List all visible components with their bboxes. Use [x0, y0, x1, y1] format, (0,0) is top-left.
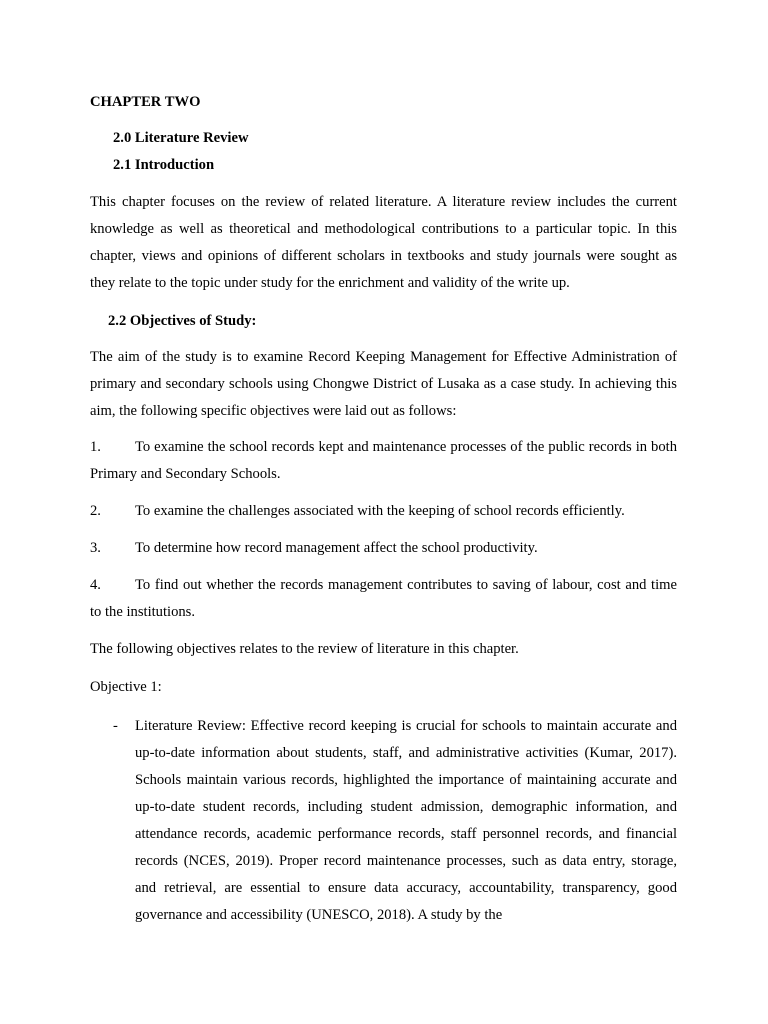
objective-item	[90, 498, 677, 525]
objective-text: To determine how record management affect the school productivity.	[135, 540, 538, 556]
objective-1-label: Objective 1:	[90, 679, 162, 695]
chapter-title: CHAPTER TWO	[90, 94, 201, 110]
bullet-marker: -	[113, 718, 118, 734]
objective-text: To examine the challenges associated with the keeping of school records efficiently.	[135, 503, 625, 519]
objective-item	[90, 434, 677, 488]
objective-item	[90, 572, 677, 626]
objective-number: 3.	[90, 540, 101, 556]
section-heading-introduction: 2.1 Introduction	[113, 157, 215, 173]
intro-paragraph: This chapter focuses on the review of related literature. A literature review includes the current knowledge as well as theoretical and methodological contributions to a particular topic. In this chapter, views and opinions of different scholars in textbooks and study journals were sought as they relate to the topic under study for the enrichment and validity of the write up.	[90, 194, 677, 291]
section-heading-literature-review: 2.0 Literature Review	[113, 130, 249, 146]
aim-paragraph: The aim of the study is to examine Record Keeping Management for Effective Administration of primary and secondary schools using Chongwe District of Lusaka as a case study. In achieving this aim, the following specific objectives were laid out as follows:	[90, 349, 677, 419]
objective-number: 1.	[90, 439, 101, 455]
section-heading-objectives: 2.2 Objectives of Study:	[108, 313, 257, 329]
relates-line: The following objectives relates to the review of literature in this chapter.	[90, 641, 519, 657]
objective-text: To find out whether the records management contributes to saving of labour, cost and time to the institutions.	[90, 577, 677, 620]
literature-review-bullet: Literature Review: Effective record keeping is crucial for schools to maintain accurate and up-to-date information about students, staff, and administrative activities (Kumar, 2017). Schools maintain various records, highlighted the importance of maintaining accurate and up-to-date student records, including student admission, demographic information, and attendance records, academic performance records, staff personnel records, and financial records (NCES, 2019). Proper record maintenance processes, such as data entry, storage, and retrieval, are essential to ensure data accuracy, accountability, transparency, good governance and accessibility (UNESCO, 2018). A study by the	[135, 718, 677, 923]
objective-item	[90, 535, 677, 562]
objective-text: To examine the school records kept and maintenance processes of the public records in both Primary and Secondary Schools.	[90, 439, 677, 482]
objective-number: 4.	[90, 577, 101, 593]
objective-number: 2.	[90, 503, 101, 519]
